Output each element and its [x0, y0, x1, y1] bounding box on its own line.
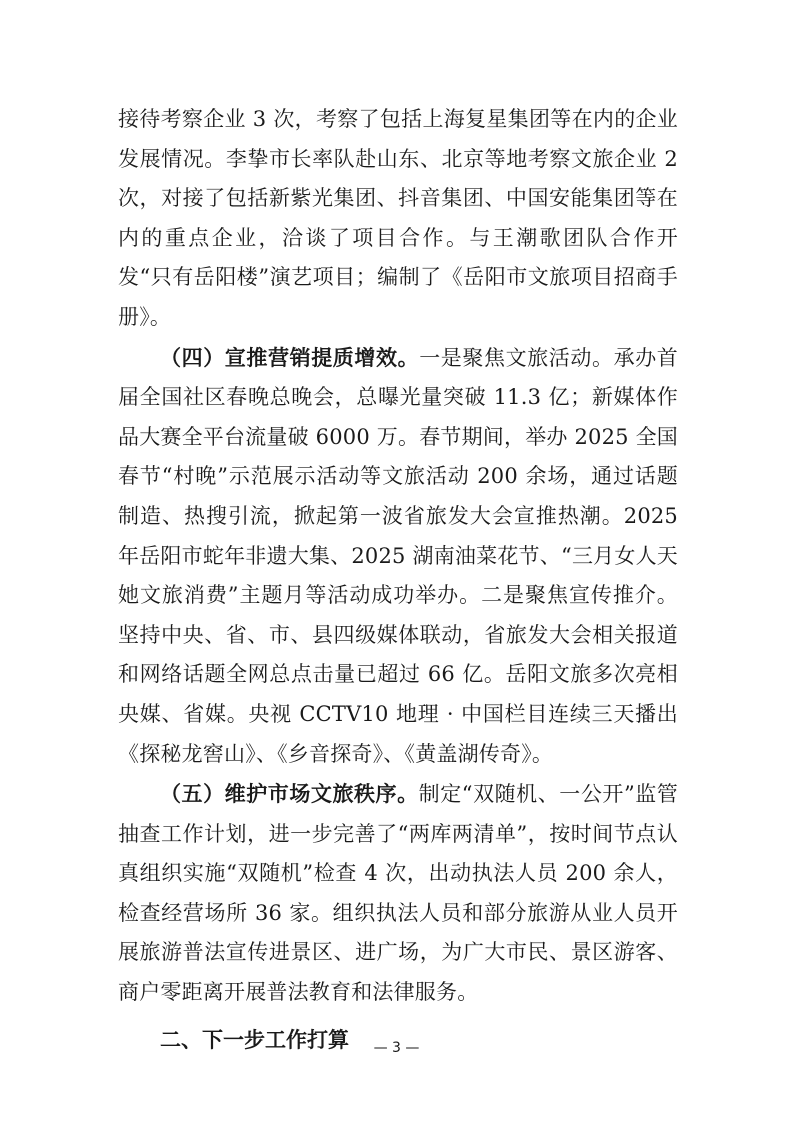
paragraph-market-order [118, 774, 678, 1013]
page-number: — 3 — [373, 1040, 420, 1056]
paragraph-promotion-marketing [118, 338, 678, 775]
paragraph-lead-heading: （五）维护市场文旅秩序。 [160, 781, 419, 807]
paragraph-lead-heading: （四）宣推营销提质增效。 [160, 344, 420, 370]
paragraph-text: 一是聚焦文旅活动。承办首届全国社区春晚总晚会，总曝光量突破 11.3 亿；新媒体作品大赛全平台流量破 6000 万。春节期间，举办 2025 全国春节“村晚”示范展示活动等文旅活动 200 余场，通过话题制造、热搜引流，掀起第一波省旅发大会宣推热潮。2025 年岳阳市蛇年非遗大集、2025 湖南油菜花节、“三月女人天 她文旅消费”主题月等活动成功举办。二是聚焦宣传推介。坚持中央、省、市、县四级媒体联动，省旅发大会相关报道和网络话题全网总点击量已超过 66 亿。岳阳文旅多次亮相央媒、省媒。央视 CCTV10 地理 · 中国栏目连续三天播出《探秘龙窖山》、《乡音探奇》、《黄盖湖传奇》。 [118, 345, 678, 766]
paragraph-text: 接待考察企业 3 次，考察了包括上海复星集团等在内的企业发展情况。李挚市长率队赴山东、北京等地考察文旅企业 2 次，对接了包括新紫光集团、抖音集团、中国安能集团等在内的重点企业，洽谈了项目合作。与王潮歌团队合作开发“只有岳阳楼”演艺项目；编制了《岳阳市文旅项目招商手册》。 [118, 107, 678, 329]
paragraph-investment-continued [118, 100, 678, 338]
section-heading-next-steps: 二、下一步工作打算 [160, 1027, 349, 1052]
paragraph-text: 制定“双随机、一公开”监管抽查工作计划，进一步完善了“两库两清单”，按时间节点认真组织实施“双随机”检查 4 次，出动执法人员 200 余人，检查经营场所 36 家。组织执法人员和部分旅游从业人员开展旅游普法宣传进景区、进广场，为广大市民、景区游客、商户零距离开展普法教育和法律服务。 [118, 782, 679, 1005]
document-body [118, 100, 678, 1060]
